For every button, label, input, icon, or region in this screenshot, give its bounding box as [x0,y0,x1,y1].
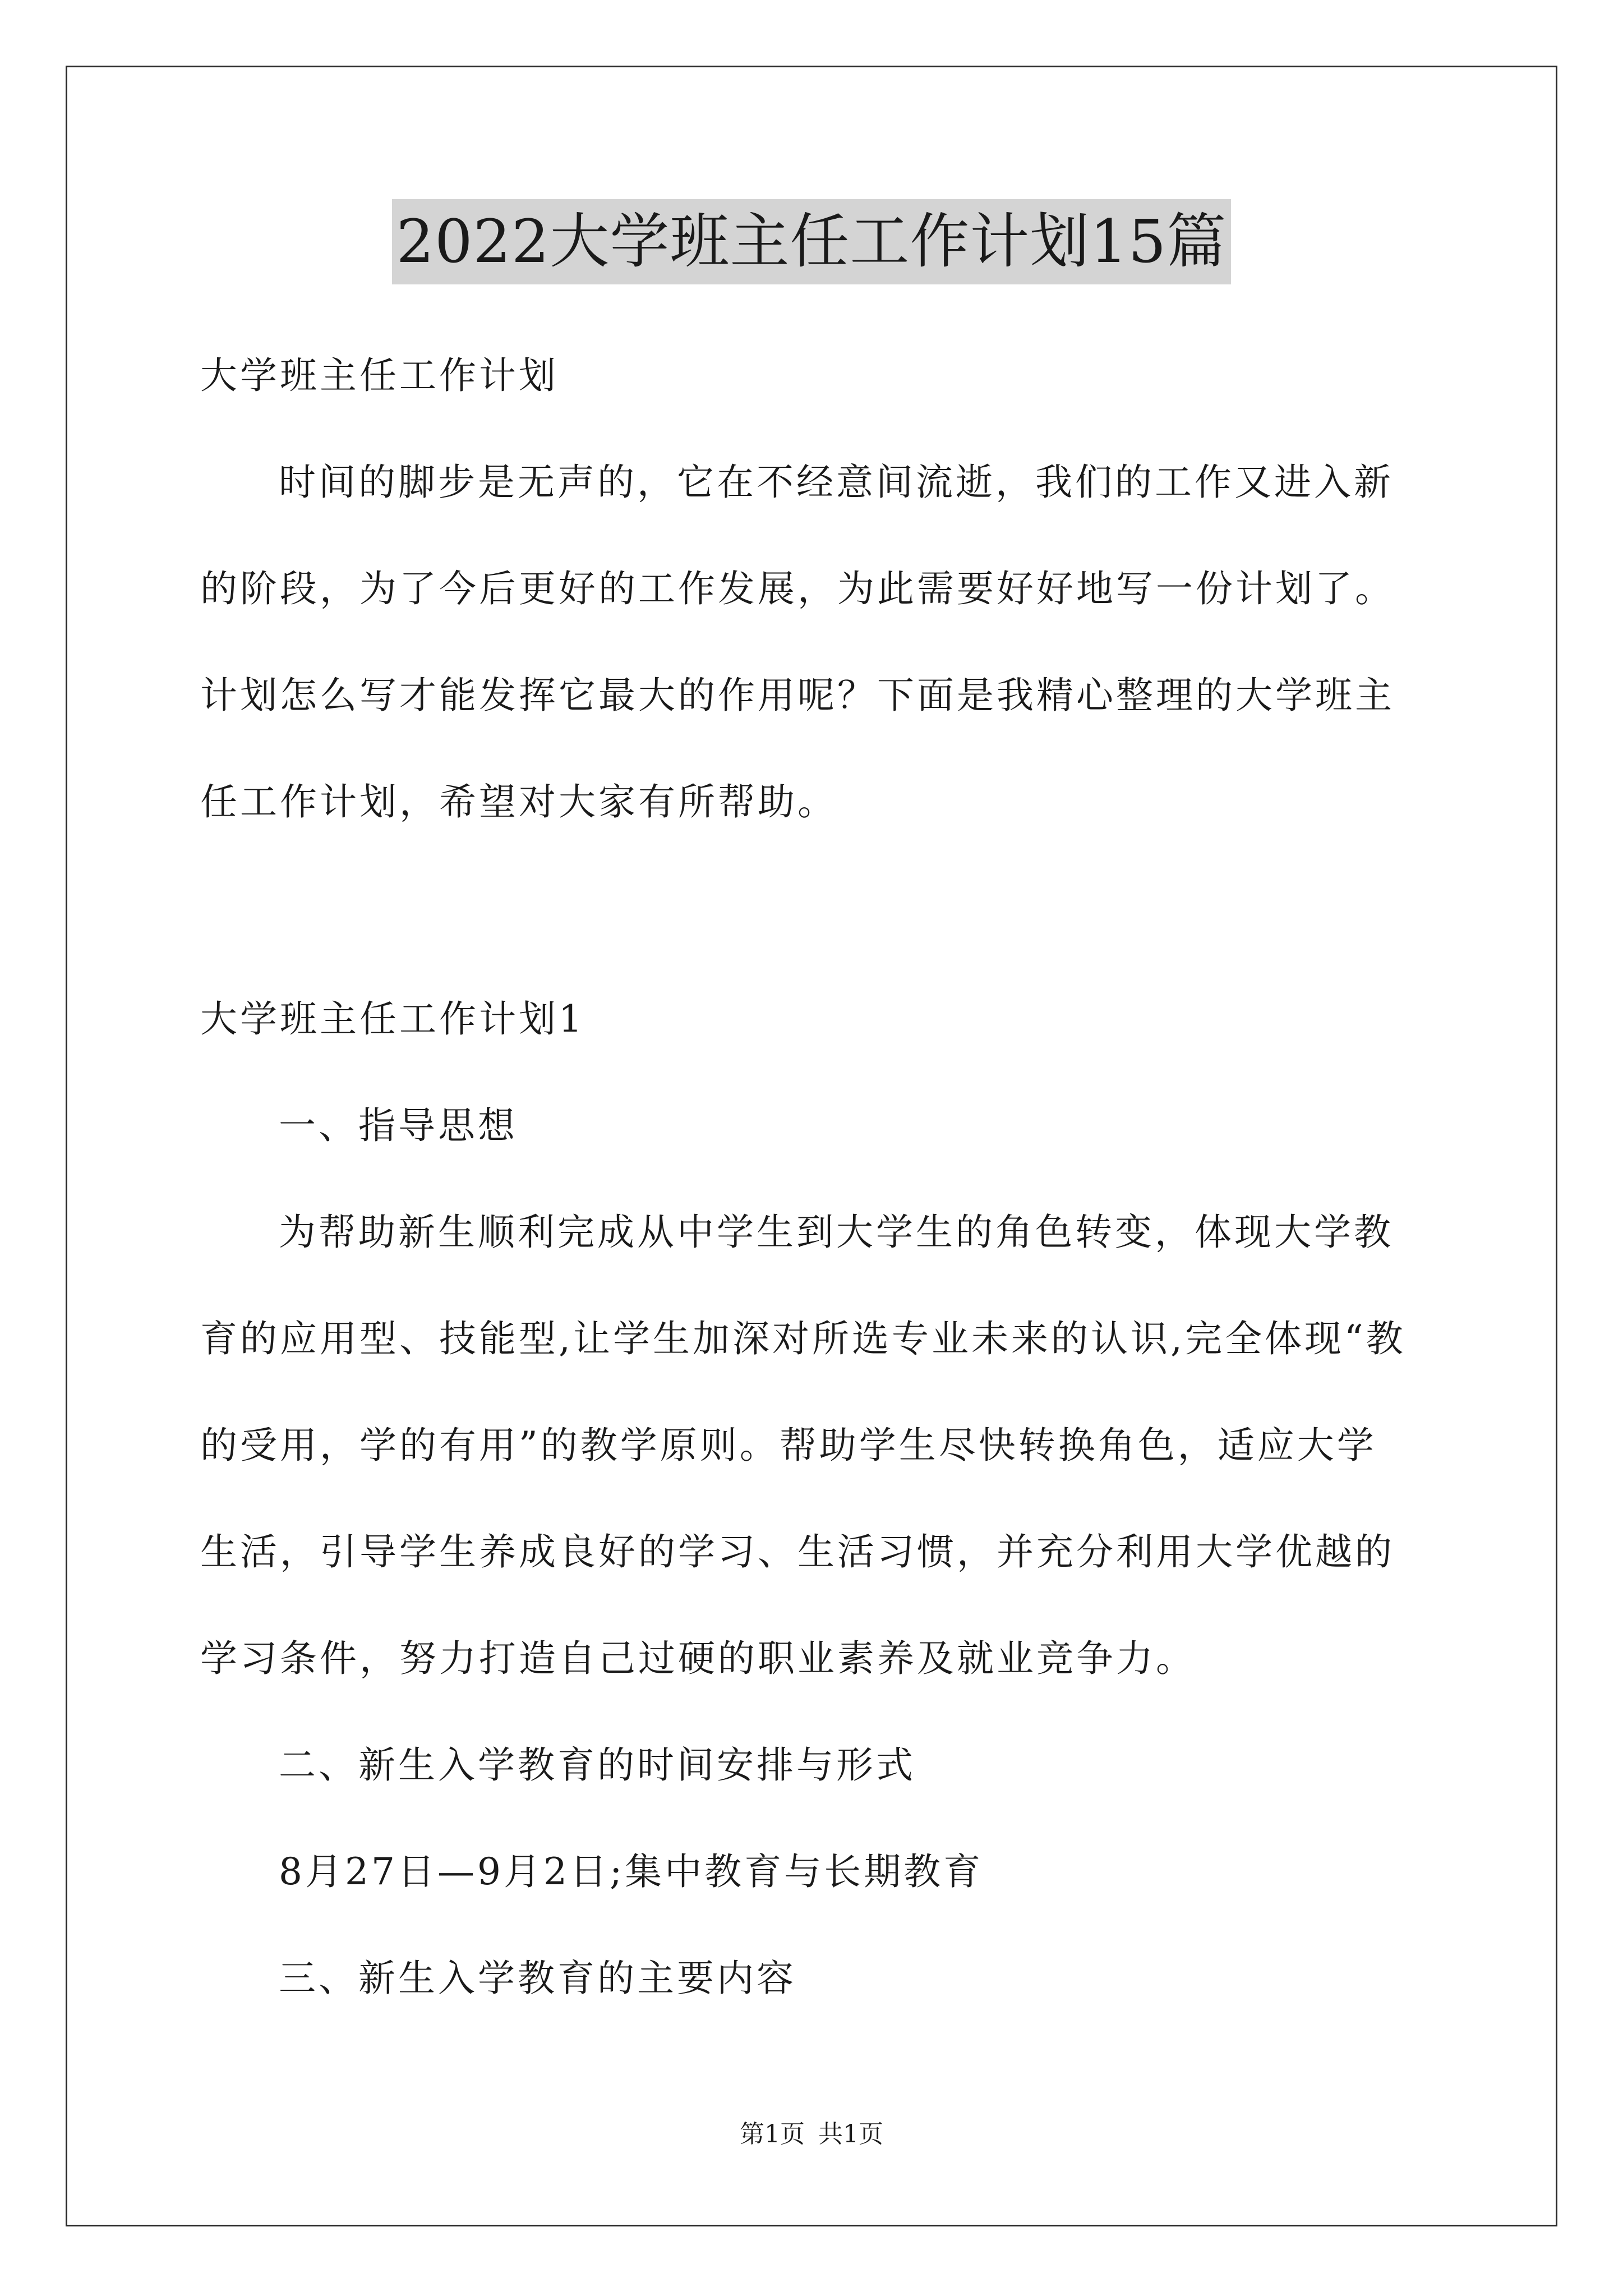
paragraph-line: 为帮助新生顺利完成从中学生到大学生的角色转变，体现大学教 [279,1211,1394,1254]
title-container [0,199,1623,284]
subsection-heading: 三、新生入学教育的主要内容 [279,1957,796,2000]
section-heading: 大学班主任工作计划 [200,354,559,397]
paragraph-line: 时间的脚步是无声的，它在不经意间流逝，我们的工作又进入新 [279,461,1394,504]
document-title: 2022大学班主任工作计划15篇 [392,199,1232,284]
paragraph-line: 任工作计划，希望对大家有所帮助。 [200,780,837,823]
paragraph-line: 学习条件，努力打造自己过硬的职业素养及就业竞争力。 [200,1637,1196,1680]
paragraph-line: 计划怎么写才能发挥它最大的作用呢？下面是我精心整理的大学班主 [200,674,1395,717]
section-heading: 大学班主任工作计划1 [200,997,585,1041]
subsection-heading: 二、新生入学教育的时间安排与形式 [279,1743,916,1787]
subsection-heading: 一、指导思想 [279,1104,518,1147]
paragraph-line: 8月27日—9月2日;集中教育与长期教育 [279,1850,984,1893]
paragraph-line: 的受用，学的有用”的教学原则。帮助学生尽快转换角色，适应大学 [200,1424,1377,1467]
paragraph-line: 育的应用型、技能型,让学生加深对所选专业未来的认识,完全体现“教 [200,1317,1406,1360]
paragraph-line: 生活，引导学生养成良好的学习、生活习惯，并充分利用大学优越的 [200,1530,1395,1573]
page-footer: 第1页 共1页 [740,2120,883,2148]
paragraph-line: 的阶段，为了今后更好的工作发展，为此需要好好地写一份计划了。 [200,567,1395,610]
